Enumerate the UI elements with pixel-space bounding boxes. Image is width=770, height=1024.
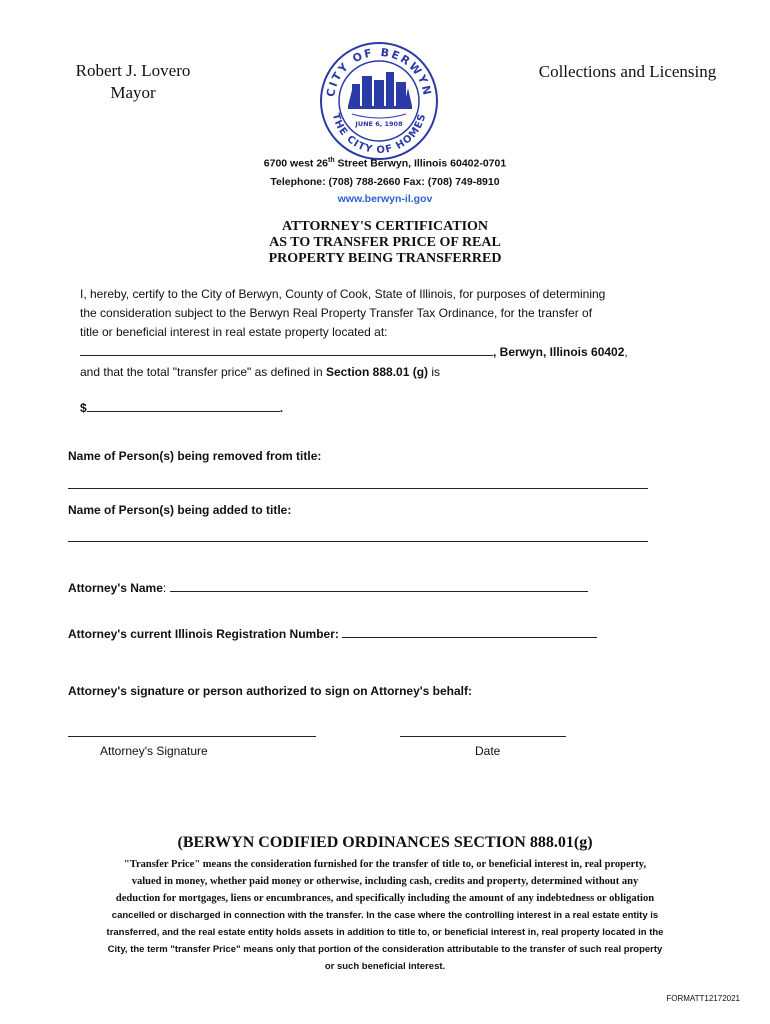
website-link[interactable]: www.berwyn-il.gov bbox=[337, 193, 433, 205]
city-seal-icon bbox=[318, 40, 440, 162]
removed-label: Name of Person(s) being removed from title: bbox=[68, 449, 322, 463]
mayor-name: Robert J. Lovero bbox=[75, 61, 191, 80]
city-seal bbox=[318, 40, 440, 162]
title-line-1: ATTORNEY'S CERTIFICATION bbox=[281, 219, 489, 234]
transfer-price-prefix: and that the total "transfer price" as defined in bbox=[80, 365, 326, 379]
seal-date-text: JUNE 6, 1908 bbox=[355, 120, 403, 128]
added-blank[interactable] bbox=[68, 541, 648, 542]
title-line-2: AS TO TRANSFER PRICE OF REAL bbox=[269, 235, 501, 250]
registration-blank[interactable] bbox=[342, 626, 597, 638]
date-caption: Date bbox=[475, 744, 501, 758]
removed-blank[interactable] bbox=[68, 488, 648, 489]
seal-top-text: CITY OF BERWYN bbox=[324, 45, 434, 98]
attorney-name-blank[interactable] bbox=[170, 580, 588, 592]
para-line-1: I, hereby, certify to the City of Berwyn, County of Cook, State of Illinois, for purposes of determining bbox=[80, 287, 606, 301]
attorney-name-row bbox=[68, 580, 588, 595]
ordinance-line-1: "Transfer Price" means the consideration furnished for the transfer of title to, or beneficial interest in, real property, bbox=[123, 859, 647, 870]
ordinance-line-7: or such beneficial interest. bbox=[324, 961, 446, 972]
address-sup: th bbox=[328, 157, 335, 164]
ordinance-line-2: valued in money, whether paid money or otherwise, including cash, credits and property, determined without any bbox=[131, 876, 639, 887]
para-line-2: the consideration subject to the Berwyn Real Property Transfer Tax Ordinance, for the transfer of bbox=[80, 306, 593, 320]
mayor-title: Mayor bbox=[110, 83, 156, 102]
ordinance-text bbox=[30, 856, 740, 975]
signature-blank[interactable] bbox=[68, 736, 316, 737]
transfer-price-suffix: is bbox=[428, 365, 441, 379]
property-city: , Berwyn, Illinois 60402 bbox=[493, 345, 625, 359]
ordinance-line-4: cancelled or discharged in connection with the transfer. In the case where the controlling interest in a real estate entity is bbox=[111, 910, 659, 921]
para-line-3: title or beneficial interest in real estate property located at: bbox=[80, 325, 388, 339]
attorney-name-colon: : bbox=[162, 581, 167, 595]
property-address-row bbox=[80, 344, 628, 359]
signature-caption: Attorney's Signature bbox=[100, 744, 208, 758]
transfer-price-blank[interactable] bbox=[87, 400, 280, 412]
document-title bbox=[0, 219, 770, 267]
svg-text:THE CITY OF HOMES bbox=[330, 112, 429, 156]
signature-label: Attorney's signature or person authorized to sign on Attorney's behalf: bbox=[68, 684, 472, 698]
registration-row bbox=[68, 626, 597, 641]
form-code: FORMATT12172021 bbox=[666, 994, 740, 1003]
dollar-row bbox=[80, 400, 283, 415]
title-line-3: PROPERTY BEING TRANSFERRED bbox=[268, 251, 502, 266]
address-suffix: Street Berwyn, Illinois 60402-0701 bbox=[334, 157, 507, 170]
address-prefix: 6700 west 26 bbox=[263, 157, 328, 170]
phone-line: Telephone: (708) 788-2660 Fax: (708) 749-8910 bbox=[270, 176, 500, 188]
transfer-price-row bbox=[80, 365, 440, 379]
ordinance-line-5: transferred, and the real estate entity holds assets in addition to title to, or beneficial interest in, real property located in the bbox=[106, 927, 664, 938]
ordinance-line-3: deduction for mortgages, liens or encumbrances, and specifically including the amount of any indebtedness or obligation bbox=[115, 893, 655, 904]
section-reference: Section 888.01 (g) bbox=[326, 365, 429, 379]
mayor-block bbox=[58, 60, 208, 104]
certification-paragraph bbox=[80, 285, 680, 342]
department-name: Collections and Licensing bbox=[538, 62, 717, 81]
ordinance-title: (BERWYN CODIFIED ORDINANCES SECTION 888.01(g) bbox=[177, 834, 593, 851]
attorney-name-label: Attorney's Name bbox=[68, 581, 163, 595]
dollar-sign: $ bbox=[80, 401, 87, 415]
registration-label: Attorney's current Illinois Registration Number: bbox=[68, 627, 339, 641]
property-city-trail: , bbox=[624, 345, 628, 359]
ordinance-line-6: City, the term "transfer Price" means only that portion of the consideration attributable to the transfer of such real property bbox=[107, 944, 663, 955]
added-label: Name of Person(s) being added to title: bbox=[68, 503, 292, 517]
seal-bottom-text: THE CITY OF HOMES bbox=[329, 112, 429, 157]
address-line bbox=[0, 157, 770, 170]
property-address-blank[interactable] bbox=[80, 344, 493, 356]
dollar-end: . bbox=[279, 401, 284, 415]
date-blank[interactable] bbox=[400, 736, 566, 737]
